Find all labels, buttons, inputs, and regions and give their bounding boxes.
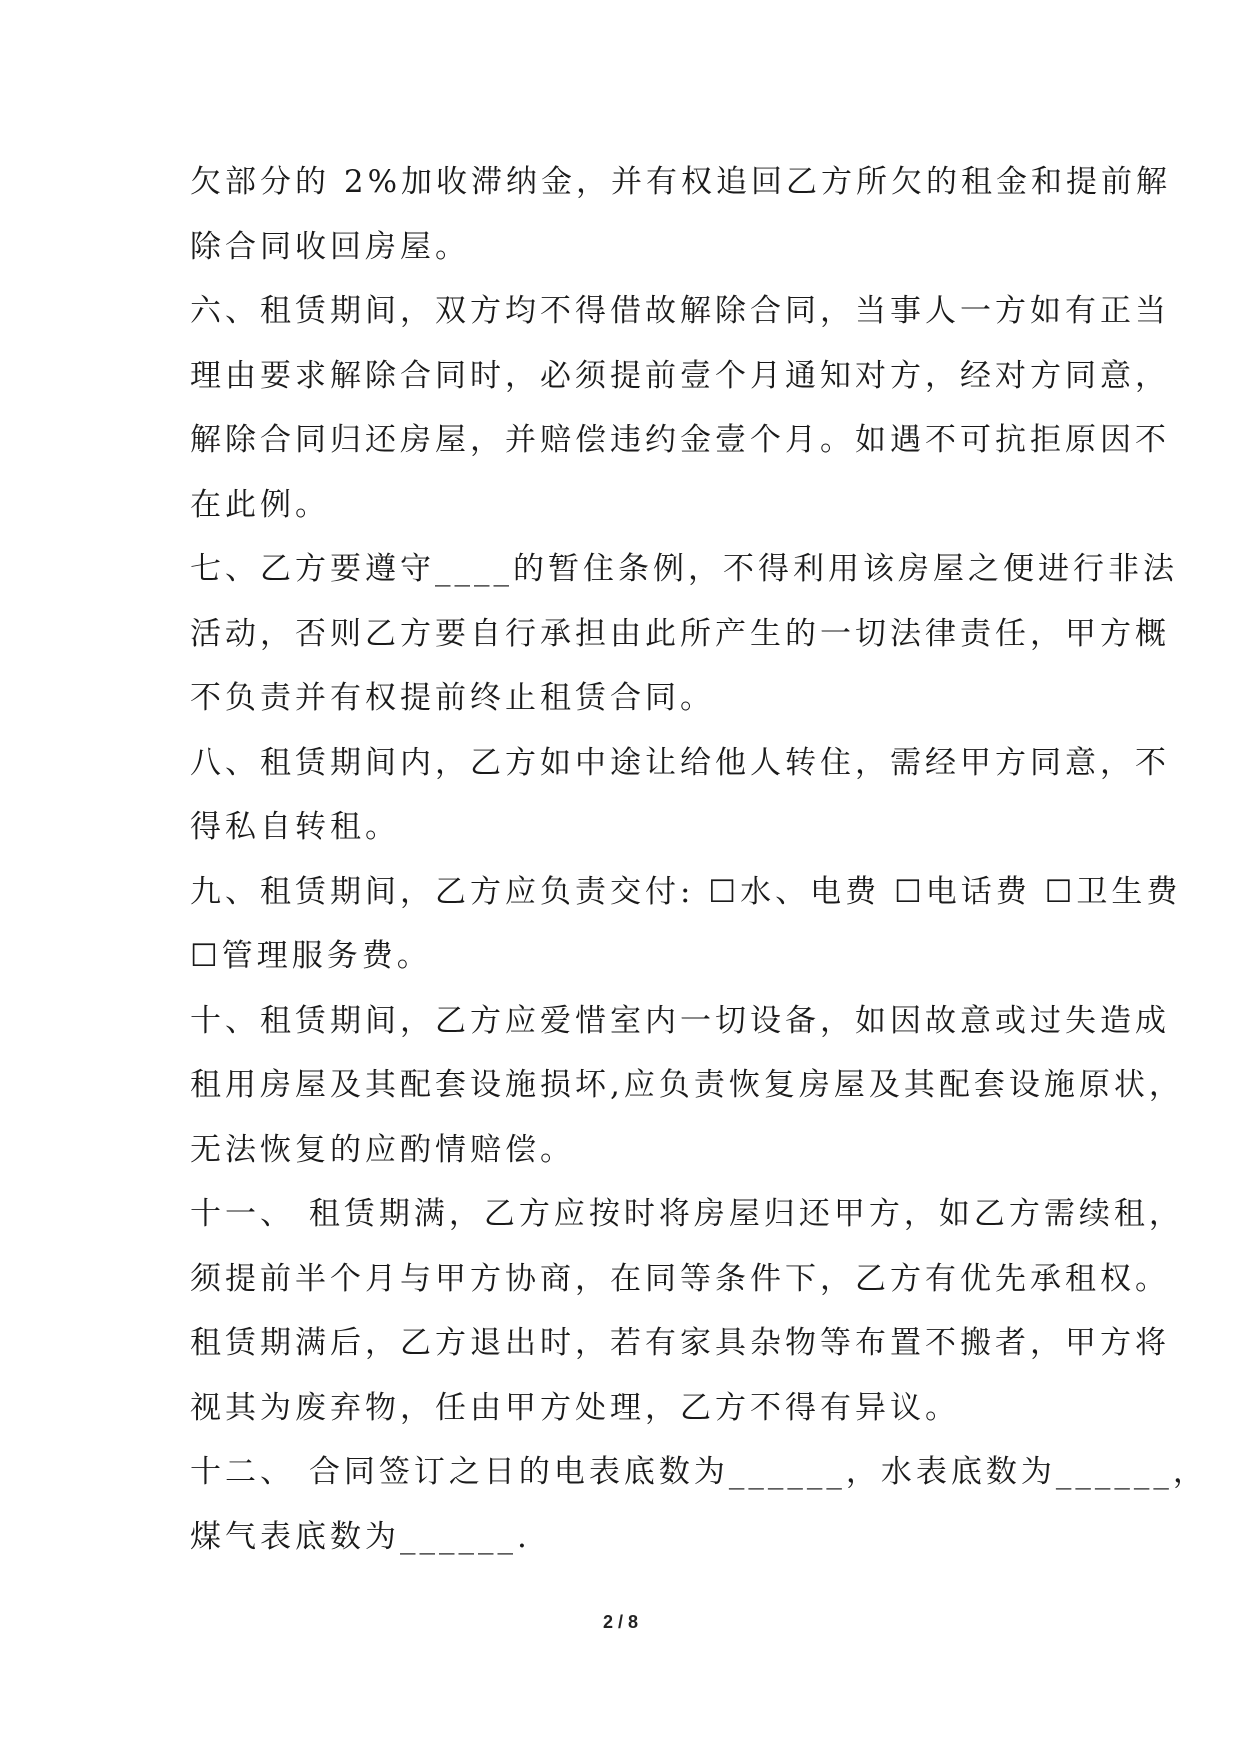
text-line: 得私自转租。 xyxy=(190,809,400,845)
text-line: 在此例。 xyxy=(190,486,330,523)
text-line: 煤气表底数为______. xyxy=(190,1518,531,1555)
text-line: 十、租赁期间，乙方应爱惜室内一切设备，如因故意或过失造成 xyxy=(190,1002,1170,1039)
text-line: 九、租赁期间，乙方应负责交付: ☐水、电费 ☐电话费 ☐卫生费 xyxy=(190,873,1182,910)
text-line: 除合同收回房屋。 xyxy=(190,228,470,265)
page-number: 2 / 8 xyxy=(602,1612,639,1632)
text-line: 无法恢复的应酌情赔偿。 xyxy=(190,1131,575,1168)
text-line: 须提前半个月与甲方协商，在同等条件下，乙方有优先承租权。 xyxy=(190,1260,1170,1297)
contract-body-text xyxy=(190,150,1208,1569)
text-line: 八、租赁期间内，乙方如中途让给他人转住，需经甲方同意，不 xyxy=(190,744,1170,781)
text-line: 七、乙方要遵守____的暂住条例，不得利用该房屋之便进行非法 xyxy=(190,551,1178,587)
text-line: 租用房屋及其配套设施损坏,应负责恢复房屋及其配套设施原状， xyxy=(190,1067,1184,1103)
text-line: 视其为废弃物，任由甲方处理，乙方不得有异议。 xyxy=(190,1389,960,1426)
text-line: 活动，否则乙方要自行承担由此所产生的一切法律责任，甲方概 xyxy=(190,615,1170,652)
text-line: ☐管理服务费。 xyxy=(190,938,432,974)
text-line: 六、租赁期间，双方均不得借故解除合同，当事人一方如有正当 xyxy=(190,293,1170,329)
text-line: 解除合同归还房屋，并赔偿违约金壹个月。如遇不可抗拒原因不 xyxy=(190,422,1170,458)
text-line: 欠部分的 2%加收滞纳金，并有权追回乙方所欠的租金和提前解 xyxy=(190,164,1172,200)
text-line: 不负责并有权提前终止租赁合同。 xyxy=(190,680,715,716)
text-line: 十二、 合同签订之日的电表底数为______，水表底数为______， xyxy=(190,1454,1208,1490)
text-line: 理由要求解除合同时，必须提前壹个月通知对方，经对方同意， xyxy=(190,357,1170,394)
text-line: 十一、 租赁期满，乙方应按时将房屋归还甲方，如乙方需续租， xyxy=(190,1196,1184,1232)
text-line: 租赁期满后，乙方退出时，若有家具杂物等布置不搬者，甲方将 xyxy=(190,1325,1170,1361)
